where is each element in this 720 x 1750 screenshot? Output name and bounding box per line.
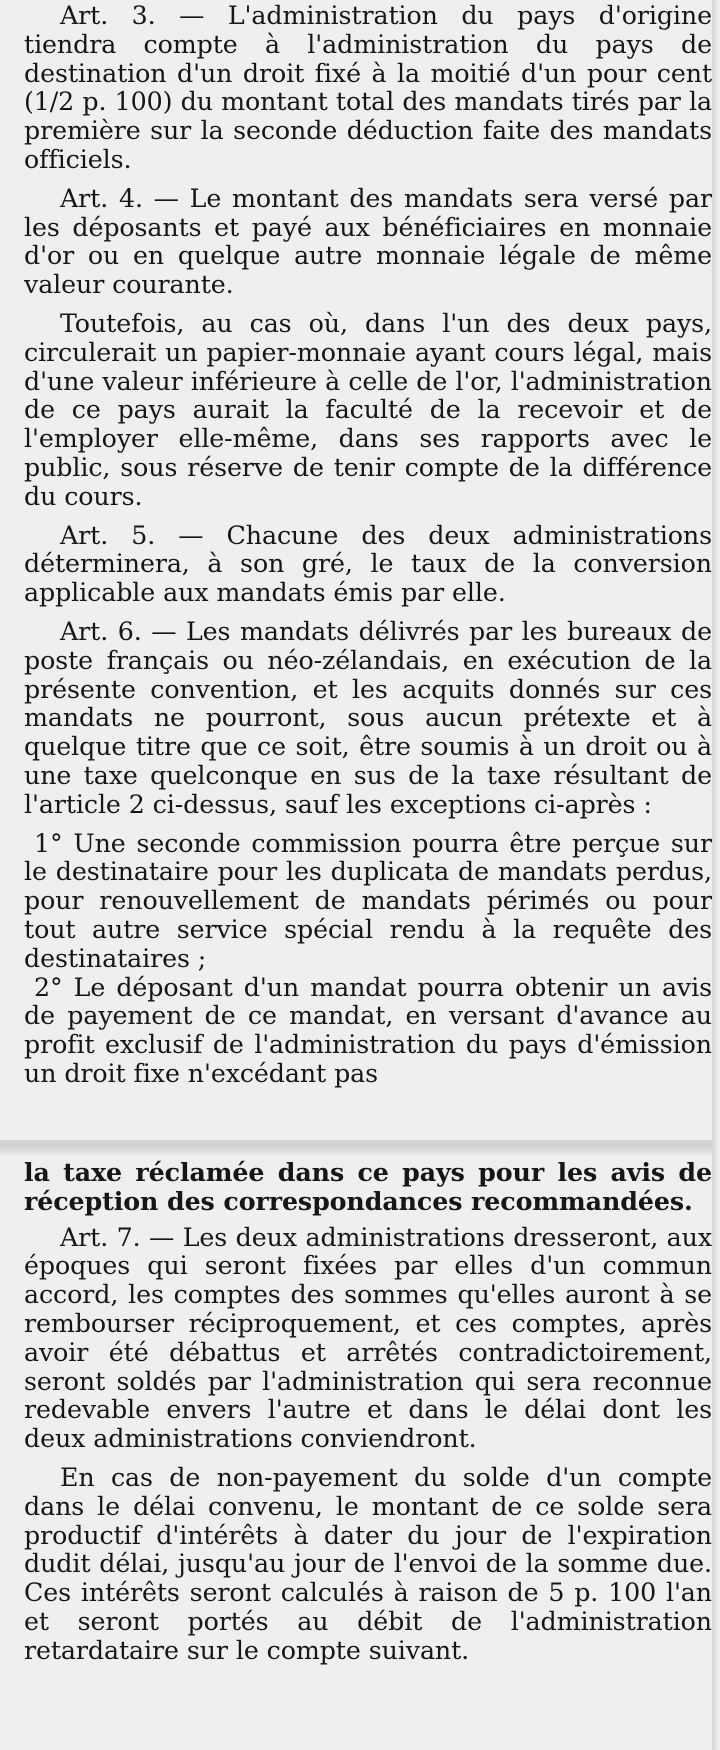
article-6-item-1: 1° Une seconde commission pourra être perçue sur le destinataire pour les duplicata de mandats perdus, pour renouvellement de mandats périmés ou pour tout autre service spécial rendu à la requête des destinataires ; <box>24 828 712 973</box>
article-3: Art. 3. — L'administration du pays d'origine tiendra compte à l'administration du pays de destination d'un droit fixé à la moitié d'un pour cent (1/2 p. 100) du montant total des mandats tirés par la première sur la seconde déduction faite des mandats officiels. <box>24 1 712 174</box>
page-fold-seam <box>0 1140 712 1158</box>
article-7: Art. 7. — Les deux administrations dresseront, aux époques qui seront fixées par elles d'un commun accord, les comptes des sommes qu'elles auront à se rembourser réciproquement, et ces comptes, après avoir été débattus et arrêtés contradictoirement, seront soldés par l'administration qui sera reconnue redevable envers l'autre et dans le délai dont les deux administrations conviendront. <box>24 1222 712 1454</box>
article-6-item-2: 2° Le déposant d'un mandat pourra obtenir un avis de payement de ce mandat, en versant d'avance au profit exclusif de l'administration du pays d'émission un droit fixe n'excédant pas <box>24 972 712 1088</box>
article-6: Art. 6. — Les mandats délivrés par les bureaux de poste français ou néo-zélandais, en exécution de la présente convention, et les acquits donnés sur ces mandats ne pourront, sous aucun prétexte et à quelque titre que ce soit, être soumis à un droit ou à une taxe quelconque en sus de la taxe résultant de l'article 2 ci-dessus, sauf les exceptions ci-après : <box>24 616 712 819</box>
paper-edge <box>712 0 720 1750</box>
article-5: Art. 5. — Chacune des deux administrations déterminera, à son gré, le taux de la conversion applicable aux mandats émis par elle. <box>24 520 712 608</box>
article-4-paragraph-2: Toutefois, au cas où, dans l'un des deux pays, circulerait un papier-monnaie ayant cours légal, mais d'une valeur inférieure à celle de l'or, l'administration de ce pays aurait la faculté de la recevoir et de l'employer elle-même, dans ses rapports avec le public, sous réserve de tenir compte de la différence du cours. <box>24 308 712 511</box>
article-6-item-2-continuation: la taxe réclamée dans ce pays pour les avis de réception des correspondances recommandées. <box>24 1157 712 1216</box>
text-column-lower <box>0 1158 712 1676</box>
text-column-upper <box>0 2 712 1089</box>
article-4: Art. 4. — Le montant des mandats sera versé par les déposants et payé aux bénéficiaires en monnaie d'or ou en quelque autre monnaie légale de même valeur courante. <box>24 183 712 300</box>
article-7-paragraph-2: En cas de non-payement du solde d'un compte dans le délai convenu, le montant de ce solde sera productif d'intérêts à dater du jour de l'expiration dudit délai, jusqu'au jour de l'envoi de la somme due. Ces intérêts seront calculés à raison de 5 p. 100 l'an et seront portés au débit de l'administration retardataire sur le compte suivant. <box>24 1462 712 1665</box>
